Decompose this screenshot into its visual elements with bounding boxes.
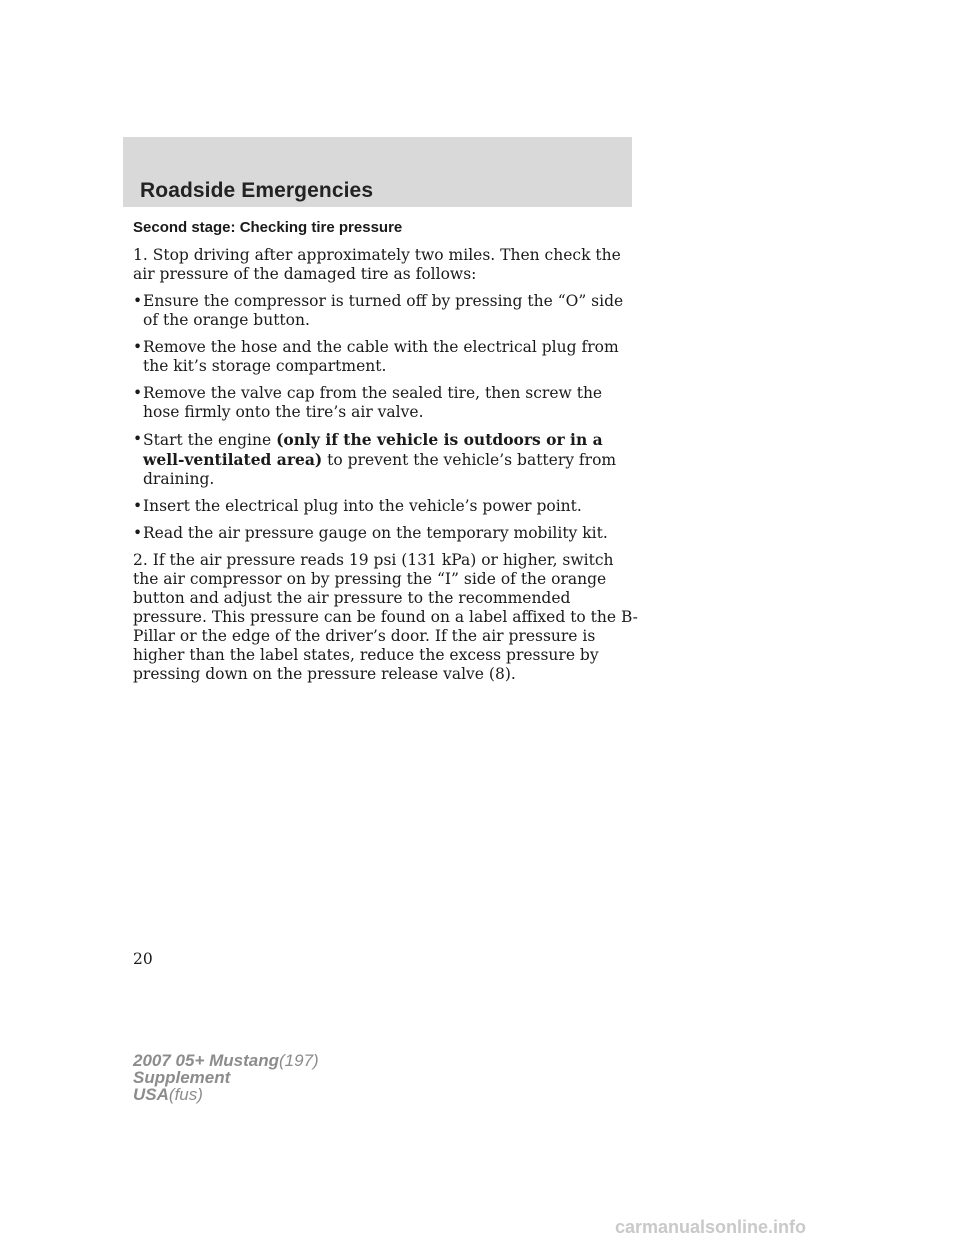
step-2-paragraph: 2. If the air pressure reads 19 psi (131 kPa) or higher, switch the air compressor on by pressing the “I” side of the orange button and adjust the air pressure to the recommended pressure. This pressure can be found on a label affixed to the B-Pillar or the edge of the driver’s door. If the air pressure is higher than the label states, reduce the excess pressure by pressing down on the pressure release valve (8). <box>133 551 638 683</box>
instruction-list <box>133 292 643 543</box>
section-header-band <box>123 137 632 207</box>
bullet-icon: • <box>133 524 143 542</box>
footer-market-code: (fus) <box>168 1085 203 1104</box>
bullet-icon: • <box>133 430 143 448</box>
bullet-icon: • <box>133 292 143 310</box>
footer-line-3 <box>133 1086 319 1103</box>
list-item-text-pre: Start the engine <box>143 431 272 449</box>
bullet-icon: • <box>133 384 143 402</box>
bullet-icon: • <box>133 338 143 356</box>
list-item-text: Ensure the compressor is turned off by pressing the “O” side of the orange button. <box>143 292 624 329</box>
document-footer <box>133 1052 319 1103</box>
footer-model: 2007 05+ Mustang <box>133 1051 279 1070</box>
page-number: 20 <box>133 950 153 968</box>
footer-market: USA <box>133 1085 169 1104</box>
bullet-icon: • <box>133 497 143 515</box>
list-item-text: Read the air pressure gauge on the temporary mobility kit. <box>143 524 608 542</box>
footer-line-1 <box>133 1052 319 1069</box>
list-item-text-bold: (only if the vehicle is outdoors or in a well-ventilated area) <box>143 430 603 469</box>
list-item <box>133 338 643 376</box>
list-item-text: Insert the electrical plug into the vehicle’s power point. <box>143 497 582 515</box>
list-item <box>133 292 643 330</box>
list-item <box>133 497 643 516</box>
list-item-text: Remove the hose and the cable with the electrical plug from the kit’s storage compartment. <box>143 338 619 375</box>
list-item <box>133 384 643 422</box>
list-item <box>133 430 643 489</box>
footer-line-2: Supplement <box>133 1068 231 1087</box>
section-title: Roadside Emergencies <box>140 179 374 202</box>
subsection-heading: Second stage: Checking tire pressure <box>133 219 403 236</box>
watermark-text: carmanualsonline.info <box>615 1217 807 1237</box>
list-item-text: Remove the valve cap from the sealed tire, then screw the hose firmly onto the tire’s air valve. <box>143 384 603 421</box>
page-content <box>133 218 643 692</box>
list-item <box>133 524 643 543</box>
footer-model-code: (197) <box>279 1051 319 1070</box>
step-1-paragraph: 1. Stop driving after approximately two miles. Then check the air pressure of the damaged tire as follows: <box>133 246 621 283</box>
list-item-text-post: to prevent the vehicle’s battery from draining. <box>143 451 617 488</box>
